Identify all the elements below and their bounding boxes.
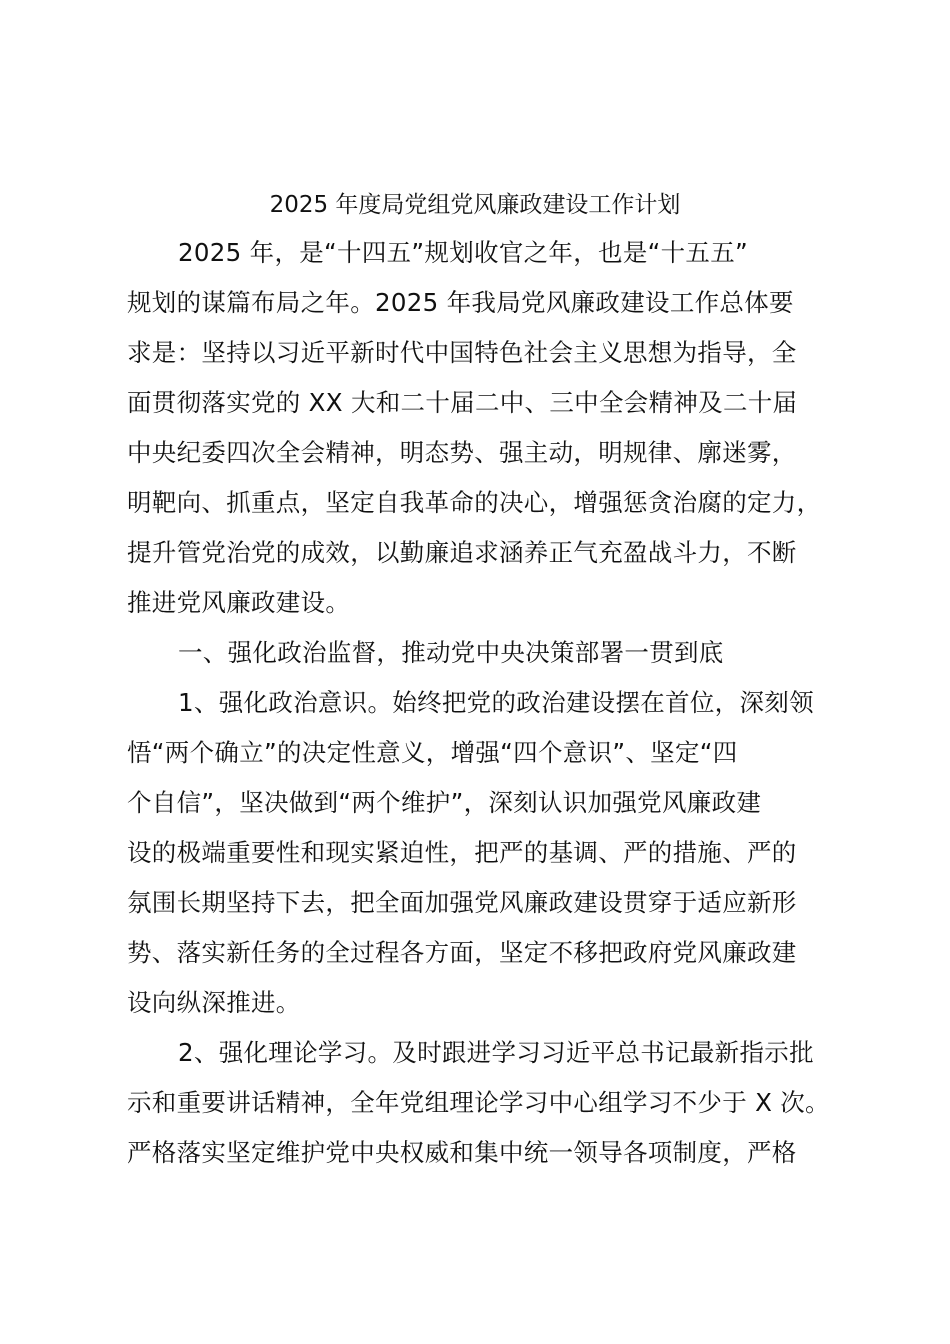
paragraph-line: 示和重要讲话精神，全年党组理论学习中心组学习不少于 X 次。: [127, 1088, 830, 1117]
paragraph-line: 中央纪委四次全会精神，明态势、强主动，明规律、廓迷雾，: [127, 438, 797, 467]
paragraph-line: 明靶向、抓重点，坚定自我革命的决心，增强惩贪治腐的定力，: [127, 488, 822, 517]
section-heading: 一、强化政治监督，推动党中央决策部署一贯到底: [178, 638, 724, 667]
paragraph-line: 设的极端重要性和现实紧迫性，把严的基调、严的措施、严的: [127, 838, 797, 867]
paragraph-line: 规划的谋篇布局之年。2025 年我局党风廉政建设工作总体要: [127, 288, 794, 317]
paragraph-line: 势、落实新任务的全过程各方面，坚定不移把政府党风廉政建: [127, 938, 797, 967]
paragraph-line: 氛围长期坚持下去，把全面加强党风廉政建设贯穿于适应新形: [127, 888, 797, 917]
paragraph-line: 严格落实坚定维护党中央权威和集中统一领导各项制度，严格: [127, 1138, 797, 1167]
paragraph-line: 面贯彻落实党的 XX 大和二十届二中、三中全会精神及二十届: [127, 388, 798, 417]
paragraph-line: 悟“两个确立”的决定性意义，增强“四个意识”、坚定“四: [127, 738, 738, 767]
paragraph-line: 1、强化政治意识。始终把党的政治建设摆在首位，深刻领: [178, 688, 814, 717]
paragraph-line: 求是：坚持以习近平新时代中国特色社会主义思想为指导，全: [127, 338, 797, 367]
paragraph-line: 设向纵深推进。: [127, 988, 301, 1017]
paragraph-line: 提升管党治党的成效，以勤廉追求涵养正气充盈战斗力，不断: [127, 538, 797, 567]
paragraph-line: 2025 年，是“十四五”规划收官之年，也是“十五五”: [178, 238, 749, 267]
paragraph-line: 2、强化理论学习。及时跟进学习习近平总书记最新指示批: [178, 1038, 814, 1067]
paragraph-line: 个自信”，坚决做到“两个维护”，深刻认识加强党风廉政建: [127, 788, 762, 817]
document-title: 2025 年度局党组党风廉政建设工作计划: [269, 192, 681, 218]
paragraph-line: 推进党风廉政建设。: [127, 588, 351, 617]
